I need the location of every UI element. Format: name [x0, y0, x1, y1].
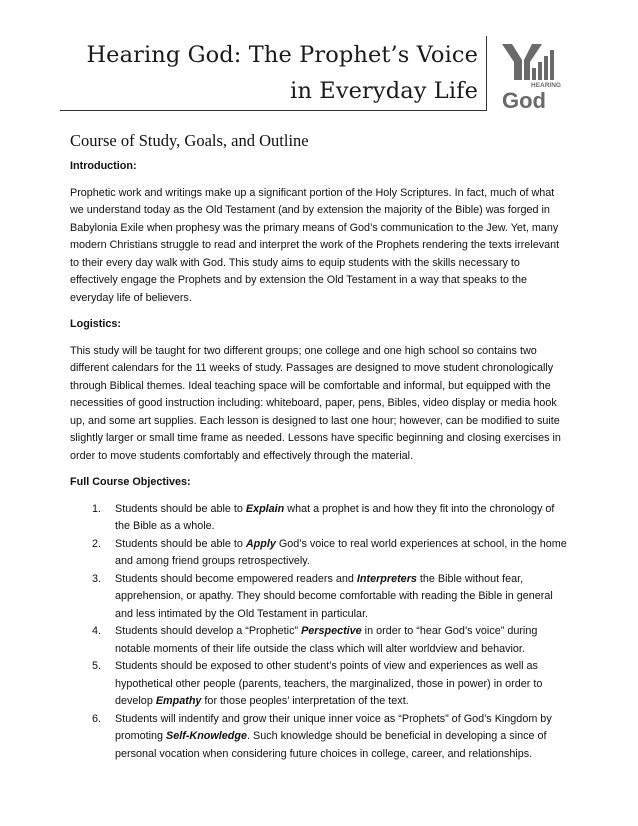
logo-text-large: God: [502, 88, 546, 110]
objective-term: Apply: [245, 537, 276, 550]
objective-item: [70, 623, 570, 658]
title-line-2: in Everyday Life: [290, 78, 478, 104]
objective-number: 1.: [92, 502, 102, 515]
objective-number: 4.: [92, 625, 102, 637]
objective-text: the Bible without fear, apprehension, or apathy. They should become comfortable with reading the Bible in general and less intimated by the Old Testament in particular.: [115, 572, 553, 620]
objective-text: Students should develop a “Prophetic”: [115, 625, 302, 637]
introduction-paragraph: Prophetic work and writings make up a significant portion of the Holy Scriptures. In fact, much of what we understand today as the Old Testament (and by extension the majority of the Bible) was forged in Babylonia Exile when prophesy was the primary means of God’s communication to the Jew. Yet, many modern Christians struggle to read and interpret the work of the Prophets rendering the texts irrelevant to their every day walk with God. This study aims to equip students with the skills necessary to effectively engage the Prophets and by extension the Old Testament in a way that speaks to the everyday life of believers.: [70, 186, 560, 304]
objective-item: [70, 501, 570, 536]
title-line-1: Hearing God: The Prophet’s Voice: [86, 42, 478, 68]
objective-text: Students should be able to: [115, 537, 246, 550]
document-header: [60, 36, 561, 112]
objective-text: Students should be able to: [115, 502, 246, 515]
objective-term: Empathy: [155, 695, 202, 707]
objective-number: 3.: [92, 572, 102, 585]
logo-text-small: HEARING: [531, 82, 561, 89]
objective-text: Students should be exposed to other student’s points of view and experiences as well as hypothetical other people (parents, teachers, the marginalized, those in power) in order to develop: [115, 660, 543, 707]
objective-text: God’s voice to real world experiences at school, in the home and among friend groups retrospectively.: [115, 537, 567, 567]
objective-term: Explain: [245, 502, 285, 515]
objective-text: Students should become empowered readers and: [115, 572, 357, 585]
title-block: [60, 36, 487, 111]
objectives-heading: Full Course Objectives:: [70, 476, 191, 488]
objective-number: 6.: [92, 712, 102, 725]
logistics-paragraph: This study will be taught for two different groups; one college and one high school so contains two different calendars for the 11 weeks of study. Passages are designed to move student chronologically through Biblical themes. Ideal teaching space will be comfortable and informal, but equipped with the necessities of good instruction including: whiteboard, paper, pens, Bibles, video display or media hook up, and some art supplies. Each lesson is designed to last one hour; however, can be modified to suite slightly larger or small time frame as needed. Lessons have specific beginning and closing exercises in order to move students comfortably and effectively through the material.: [70, 344, 561, 462]
objective-item: [70, 536, 570, 571]
objectives-list: [70, 501, 570, 764]
objective-term: Interpreters: [356, 572, 417, 585]
objective-item: [70, 571, 570, 624]
objective-term: Perspective: [301, 625, 362, 637]
objective-text: in order to “hear God’s voice” during notable moments of their life outside the class which will alter worldview and behavior.: [115, 625, 538, 655]
objective-text: what a prophet is and how they fit into the chronology of the Bible as a whole.: [115, 502, 555, 532]
objective-term: Self-Knowledge: [166, 730, 247, 742]
logistics-heading: Logistics:: [70, 318, 121, 330]
objective-item: [70, 658, 570, 711]
hearing-god-logo: [500, 40, 562, 110]
objective-number: 2.: [92, 537, 102, 550]
objective-text: for those peoples’ interpretation of the text.: [201, 695, 409, 707]
course-subtitle: Course of Study, Goals, and Outline: [70, 131, 309, 150]
objective-text: Students will indentify and grow their unique inner voice as “Prophets” of God’s Kingdom by promoting: [115, 712, 552, 742]
objective-item: [70, 711, 570, 764]
introduction-heading: Introduction:: [70, 160, 137, 172]
document-body: [70, 158, 570, 763]
objective-number: 5.: [92, 660, 102, 672]
objective-text: . Such knowledge should be beneficial in developing a since of personal vocation when considering future choices in college, career, and relationships.: [115, 730, 547, 760]
